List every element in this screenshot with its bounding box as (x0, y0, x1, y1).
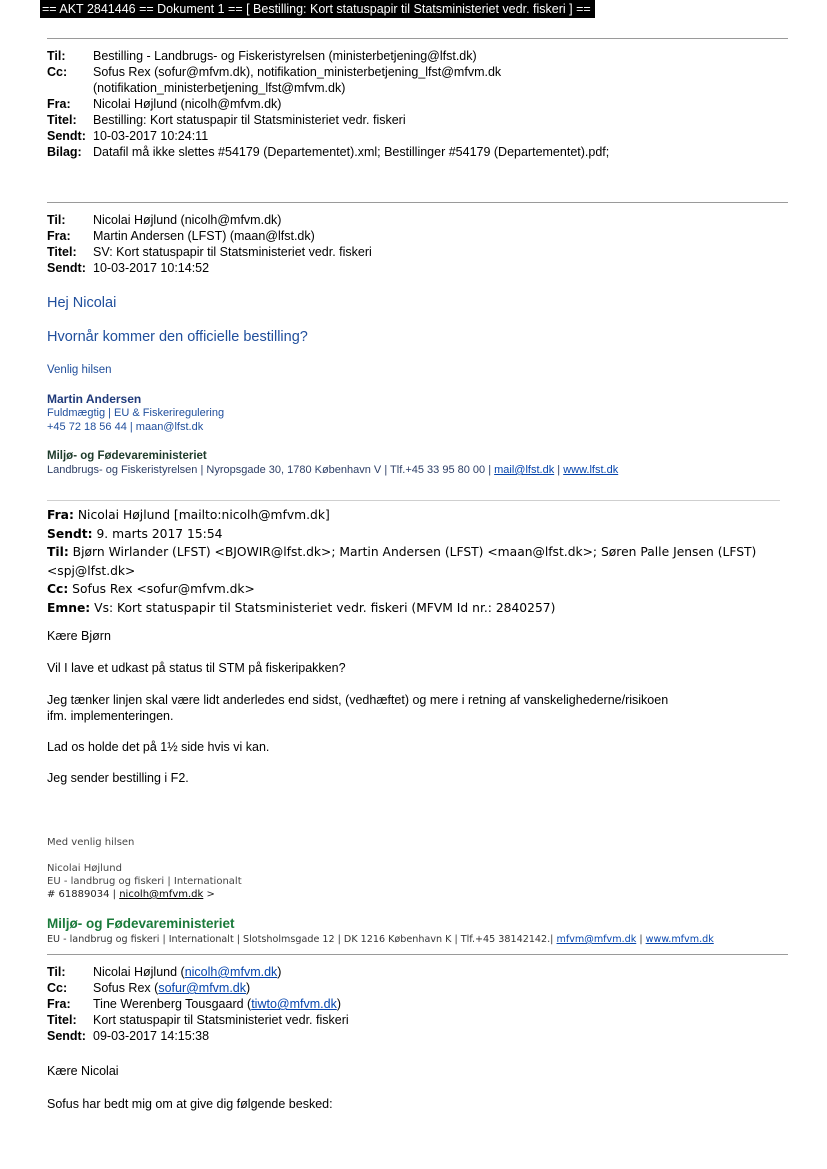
fwd-sig-dept: EU - landbrug og fiskeri | Internationalt (47, 876, 242, 887)
email3-header (47, 964, 349, 1044)
bilag-label: Bilag: (47, 145, 82, 159)
fwd-sendt-label: Sendt: (47, 526, 93, 541)
bilag-value: Datafil må ikke slettes #54179 (Departementet).xml; Bestillinger #54179 (Departementet).pdf; (93, 145, 610, 159)
fra-row (47, 996, 349, 1012)
sendt-label: Sendt: (47, 261, 86, 275)
til-label: Til: (47, 213, 66, 227)
fwd-sig-mail-link[interactable]: nicolh@mfvm.dk (119, 889, 204, 900)
sendt-row (47, 1028, 349, 1044)
fwd-org: Miljø- og Fødevareministeriet (47, 916, 235, 931)
fwd-paragraph-1: Vil I lave et udkast på status til STM på fiskeripakken? (47, 661, 346, 675)
fwd-paragraph-2a: Jeg tænker linjen skal være lidt anderledes end sidst, (vedhæftet) og mere i retning af vanskelighederne/risikoen (47, 693, 669, 707)
email2-greeting: Hej Nicolai (47, 295, 117, 311)
bilag-row (47, 144, 609, 160)
cc-mail-link[interactable]: sofur@mfvm.dk (158, 981, 247, 995)
titel-value: Bestilling: Kort statuspapir til Statsministeriet vedr. fiskeri (93, 113, 406, 127)
fwd-til-row (47, 543, 756, 562)
fwd-sig-name: Nicolai Højlund (47, 863, 122, 874)
fra-label: Fra: (47, 997, 71, 1011)
cc-label: Cc: (47, 65, 68, 79)
email2-header (47, 212, 372, 276)
fwd-fra-row (47, 506, 756, 525)
fwd-paragraph-3: Lad os holde det på 1½ side hvis vi kan. (47, 740, 270, 754)
titel-label: Titel: (47, 245, 77, 259)
titel-label: Titel: (47, 1013, 77, 1027)
fwd-emne-row (47, 599, 756, 618)
fwd-paragraph-2b: ifm. implementeringen. (47, 709, 174, 723)
titel-label: Titel: (47, 113, 77, 127)
sendt-value: 10-03-2017 10:24:11 (93, 129, 209, 143)
til-value: Nicolai Højlund (nicolh@mfvm.dk) (93, 965, 282, 979)
forwarded-header (47, 506, 756, 617)
email2-org: Miljø- og Fødevareministeriet (47, 450, 207, 462)
sendt-label: Sendt: (47, 1029, 86, 1043)
divider (47, 202, 788, 203)
til-mail-link[interactable]: nicolh@mfvm.dk (184, 965, 278, 979)
fra-value: Tine Werenberg Tousgaard (tiwto@mfvm.dk) (93, 997, 341, 1011)
fwd-sendt-row (47, 525, 756, 544)
email2-sig-title: Fuldmægtig | EU & Fiskeriregulering (47, 407, 225, 419)
email2-sig-contact: +45 72 18 56 44 | maan@lfst.dk (47, 421, 204, 433)
sendt-row (47, 128, 609, 144)
email2-question: Hvornår kommer den officielle bestilling? (47, 329, 308, 345)
org-mail-link[interactable]: mail@lfst.dk (494, 464, 555, 476)
cc-label: Cc: (47, 981, 68, 995)
fwd-fra-label: Fra: (47, 508, 74, 522)
cc-row (47, 64, 609, 80)
til-row (47, 48, 609, 64)
org-web-link[interactable]: www.lfst.dk (563, 464, 619, 476)
til-row (47, 212, 372, 228)
fwd-closing: Med venlig hilsen (47, 837, 135, 848)
sendt-value: 10-03-2017 10:14:52 (93, 261, 210, 275)
cc-value: Sofus Rex (sofur@mfvm.dk) (93, 981, 251, 995)
fwd-fra-value: Nicolai Højlund [mailto:nicolh@mfvm.dk] (77, 508, 330, 522)
fwd-org-mail-link[interactable]: mfvm@mfvm.dk (556, 934, 637, 945)
divider (47, 954, 788, 955)
fwd-til-value: Bjørn Wirlander (LFST) <BJOWIR@lfst.dk>; Martin Andersen (LFST) <maan@lfst.dk>; Søren Palle Jensen (LFST) (72, 545, 757, 559)
fwd-sig-contact (47, 889, 215, 902)
fwd-sig-after: > (206, 889, 215, 900)
titel-value: Kort statuspapir til Statsministeriet vedr. fiskeri (93, 1013, 349, 1027)
email3-paragraph-1: Sofus har bedt mig om at give dig følgende besked: (47, 1097, 333, 1111)
titel-row (47, 244, 372, 260)
email1-header (47, 48, 609, 160)
til-label: Til: (47, 49, 66, 63)
fwd-til-row-2 (47, 562, 756, 581)
fra-mail-link[interactable]: tiwto@mfvm.dk (251, 997, 337, 1011)
divider (47, 38, 788, 39)
cc-value: Sofus Rex (sofur@mfvm.dk), notifikation_ministerbetjening_lfst@mfvm.dk (93, 65, 502, 79)
fwd-emne-label: Emne: (47, 600, 91, 615)
fra-label: Fra: (47, 229, 71, 243)
fra-label: Fra: (47, 97, 71, 111)
divider (47, 500, 780, 501)
til-label: Til: (47, 965, 66, 979)
fwd-org-line (47, 934, 714, 947)
fwd-cc-label: Cc: (47, 582, 69, 596)
fwd-org-web-link[interactable]: www.mfvm.dk (645, 934, 714, 945)
org-separator: | (557, 464, 561, 476)
titel-value: SV: Kort statuspapir til Statsministeriet vedr. fiskeri (93, 245, 372, 259)
titel-row (47, 112, 609, 128)
fwd-sendt-value: 9. marts 2017 15:54 (96, 526, 223, 541)
titel-row (47, 1012, 349, 1028)
fra-row (47, 228, 372, 244)
fwd-greeting: Kære Bjørn (47, 629, 111, 643)
email2-org-line (47, 463, 618, 477)
fra-value: Martin Andersen (LFST) (maan@lfst.dk) (93, 229, 315, 243)
fwd-org-separator: | (639, 934, 643, 945)
cc-row (47, 980, 349, 996)
email2-closing: Venlig hilsen (47, 364, 112, 376)
cc-value-2: (notifikation_ministerbetjening_lfst@mfvm.dk) (93, 81, 346, 95)
fwd-sig-phone: # 61889034 | (47, 889, 117, 900)
fwd-til-value-2: <spj@lfst.dk> (47, 563, 136, 578)
email3-greeting: Kære Nicolai (47, 1064, 119, 1078)
org-address: Landbrugs- og Fiskeristyrelsen | Nyropsgade 30, 1780 København V | Tlf.+45 33 95 80 00 | (47, 464, 492, 476)
document-banner: == AKT 2841446 == Dokument 1 == [ Bestilling: Kort statuspapir til Statsministeriet vedr. fiskeri ] == (40, 0, 595, 18)
fwd-paragraph-4: Jeg sender bestilling i F2. (47, 771, 189, 785)
fra-row (47, 96, 609, 112)
fwd-cc-value: Sofus Rex <sofur@mfvm.dk> (72, 582, 255, 596)
fra-value: Nicolai Højlund (nicolh@mfvm.dk) (93, 97, 282, 111)
til-value: Bestilling - Landbrugs- og Fiskeristyrelsen (ministerbetjening@lfst.dk) (93, 49, 477, 63)
fwd-emne-value: Vs: Kort statuspapir til Statsministeriet vedr. fiskeri (MFVM Id nr.: 2840257) (94, 600, 556, 615)
fwd-cc-row (47, 580, 756, 599)
sendt-value: 09-03-2017 14:15:38 (93, 1029, 210, 1043)
email2-sig-name: Martin Andersen (47, 392, 142, 406)
cc-row-2 (47, 80, 609, 96)
til-row (47, 964, 349, 980)
sendt-row (47, 260, 372, 276)
fwd-til-label: Til: (47, 545, 69, 559)
sendt-label: Sendt: (47, 129, 86, 143)
fwd-org-address: EU - landbrug og fiskeri | Internationalt | Slotsholmsgade 12 | DK 1216 København K | Tlf.+45 38142142.| (47, 934, 554, 945)
til-value: Nicolai Højlund (nicolh@mfvm.dk) (93, 213, 282, 227)
